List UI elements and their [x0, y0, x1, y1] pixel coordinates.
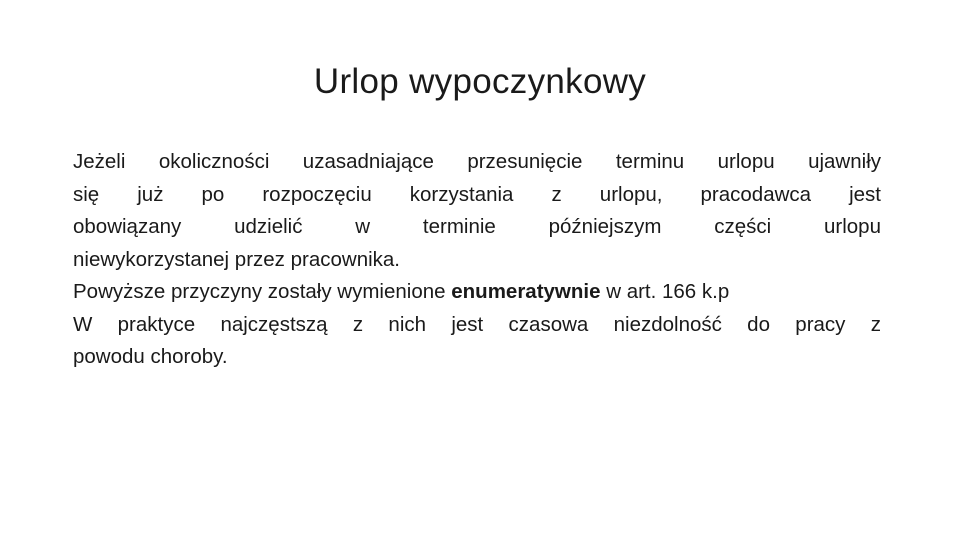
paragraph-1-line-1: Jeżeli okoliczności uzasadniające przesunięcie terminu urlopu ujawniły	[73, 150, 881, 173]
paragraph-1-line-4: niewykorzystanej przez pracownika.	[73, 247, 400, 271]
paragraph-2-line-3: powodu choroby.	[73, 345, 228, 368]
paragraph-1	[73, 146, 881, 276]
slide-title: Urlop wypoczynkowy	[313, 62, 647, 101]
paragraph-2-line-2: W praktyce najczęstszą z nich jest czasowa niezdolność do pracy z	[73, 312, 881, 336]
paragraph-2-line-1	[73, 276, 881, 309]
paragraph-1-line-2: się już po rozpoczęciu korzystania z urlopu, pracodawca jest	[73, 182, 881, 206]
slide-body	[73, 146, 881, 374]
paragraph-1-line-3: obowiązany udzielić w terminie późniejszym części urlopu	[73, 215, 881, 238]
emphasis-enumeratywnie: enumeratywnie	[451, 280, 601, 303]
paragraph-2-line-1-before: Powyższe przyczyny zostały wymienione	[73, 280, 452, 303]
paragraph-2	[73, 276, 881, 374]
paragraph-2-line-1-after: w art. 166 k.p	[600, 280, 730, 303]
